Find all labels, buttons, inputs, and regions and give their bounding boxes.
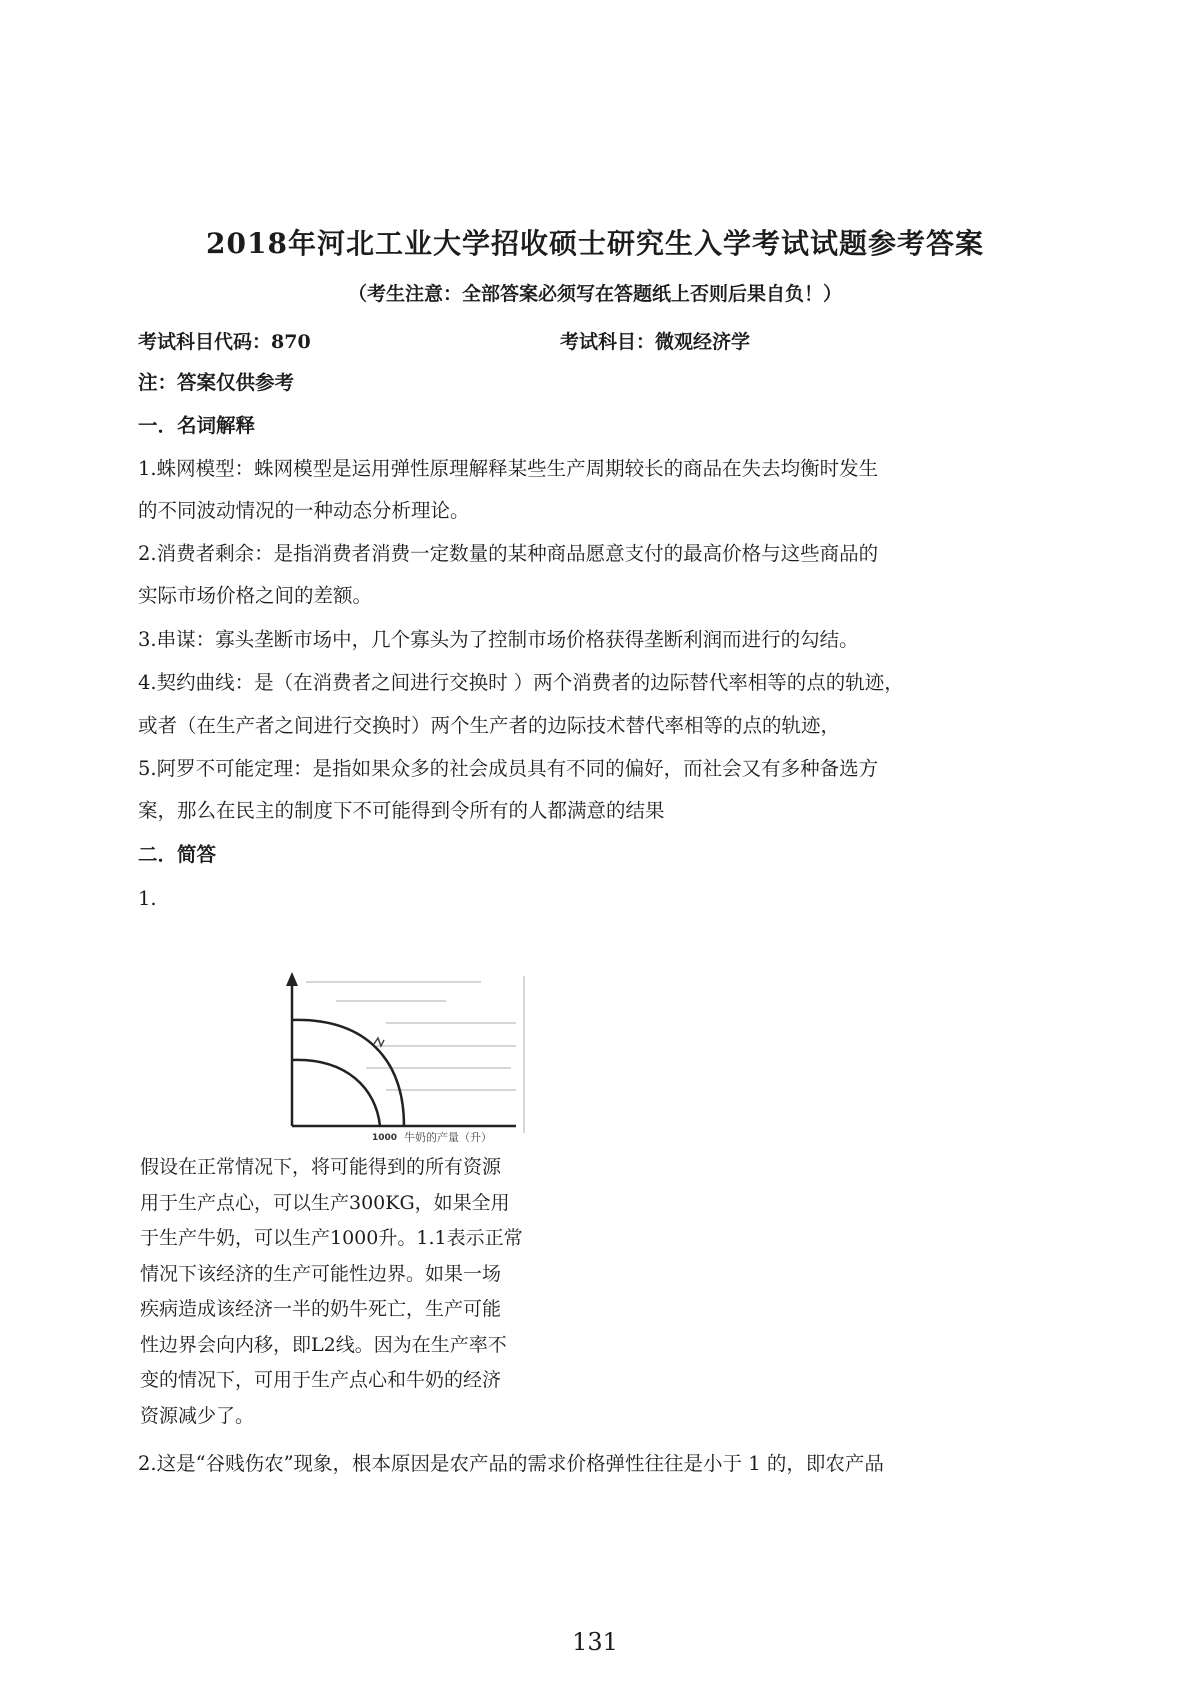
subject-name: 考试科目：微观经济学 [560, 331, 751, 353]
production-possibility-figure [276, 968, 576, 1143]
section-heading-short-answer: 二．简答 [138, 843, 217, 866]
answer-line: 性边界会向内移，即L2线。因为在生产率不 [140, 1333, 507, 1356]
section-heading-definitions: 一．名词解释 [138, 414, 256, 437]
x-axis-label: 牛奶的产量（升） [404, 1131, 492, 1143]
definition-consumer-surplus-line1: 2.消费者剩余：是指消费者消费一定数量的某种商品愿意支付的最高价格与这些商品的 [138, 542, 879, 565]
curve-label-mark [374, 1038, 384, 1046]
question-1-answer [140, 1150, 610, 1434]
definition-consumer-surplus-line2: 实际市场价格之间的差额。 [138, 584, 373, 607]
definition-contract-curve-line2: 或者（在生产者之间进行交换时）两个生产者的边际技术替代率相等的点的轨迹， [138, 714, 841, 737]
answer-line: 变的情况下，可用于生产点心和牛奶的经济 [140, 1369, 502, 1391]
definition-arrow-theorem-line1: 5.阿罗不可能定理：是指如果众多的社会成员具有不同的偏好，而社会又有多种备选方 [138, 757, 879, 780]
faded-background-text [306, 976, 524, 1133]
answer-line: 假设在正常情况下，将可能得到的所有资源 [140, 1156, 502, 1178]
answer-line: 情况下该经济的生产可能性边界。如果一场 [140, 1262, 502, 1285]
question-2-answer: 2.这是“谷贱伤农”现象，根本原因是农产品的需求价格弹性往往是小于 1 的，即农产品 [138, 1452, 884, 1475]
question-1-label: 1. [138, 887, 157, 910]
answer-line: 疾病造成该经济一半的奶牛死亡，生产可能 [140, 1298, 502, 1320]
definition-cobweb-line1: 1.蛛网模型：蛛网模型是运用弹性原理解释某些生产周期较长的商品在失去均衡时发生 [138, 457, 879, 480]
definition-collusion: 3.串谋：寡头垄断市场中，几个寡头为了控制市场价格获得垄断利润而进行的勾结。 [138, 628, 859, 651]
page-number: 131 [572, 1628, 618, 1656]
page-title: 2018年河北工业大学招收硕士研究生入学考试试题参考答案 [206, 227, 984, 260]
answer-line: 于生产牛奶，可以生产1000升。1.1表示正常 [140, 1227, 523, 1249]
y-axis-arrow [286, 972, 298, 986]
definition-contract-curve-line1: 4.契约曲线：是（在消费者之间进行交换时 ）两个消费者的边际替代率相等的点的轨迹， [138, 671, 904, 694]
ppf-diagram [276, 968, 576, 1143]
answer-line: 资源减少了。 [140, 1404, 255, 1427]
answer-line: 用于生产点心，可以生产300KG，如果全用 [140, 1191, 510, 1214]
exam-notice: （考生注意：全部答案必须写在答题纸上否则后果自负！） [347, 283, 842, 305]
reference-note: 注：答案仅供参考 [138, 371, 295, 394]
definition-arrow-theorem-line2: 案，那么在民主的制度下不可能得到令所有的人都满意的结果 [138, 799, 665, 822]
definition-cobweb-line2: 的不同波动情况的一种动态分析理论。 [138, 499, 470, 522]
x-tick-label: 1000 [372, 1133, 398, 1143]
subject-code: 考试科目代码：870 [138, 331, 311, 353]
ppf-curve-l2 [292, 1060, 380, 1126]
